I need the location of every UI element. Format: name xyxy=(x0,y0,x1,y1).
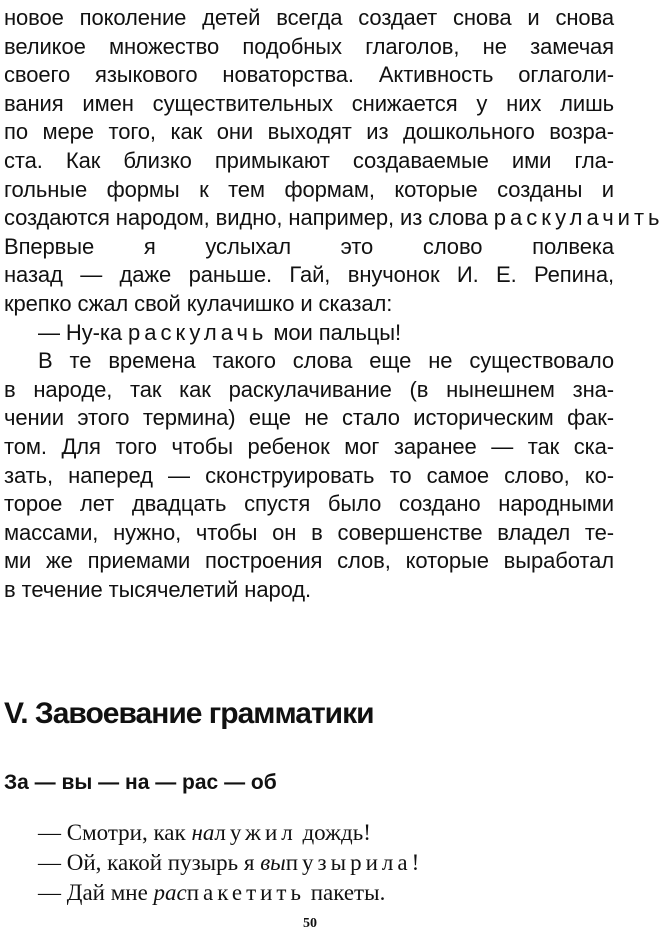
italic-prefix: вы xyxy=(260,850,286,875)
spaced-word: пакетить xyxy=(186,880,305,905)
text-line: великое множество подобных глаголов, не замечая xyxy=(4,33,614,59)
body-text xyxy=(4,4,664,604)
spaced-word: пузырила xyxy=(285,850,412,875)
text-line: чении этого термина) еще не стало историческим фак- xyxy=(4,405,614,431)
spaced-word: раскулачь xyxy=(128,319,268,345)
text-line: зать, наперед — сконструировать то самое слово, ко- xyxy=(4,462,614,488)
spaced-word: раскулачить xyxy=(493,205,664,231)
text-fragment: Ой, какой пузырь я xyxy=(66,850,255,875)
spaced-word: лужил xyxy=(214,820,297,845)
text-fragment: Смотри, как xyxy=(66,820,186,845)
dash: — xyxy=(38,880,61,905)
text-line xyxy=(4,319,614,348)
text-line: ми же приемами построения слов, которые выработал xyxy=(4,548,614,574)
text-line: своего языкового новаторства. Активность оглаголи- xyxy=(4,62,614,88)
section-heading: V. Завоевание грамматики xyxy=(4,697,374,730)
text-fragment: Впервые я услыхал это слово полвека xyxy=(4,233,614,259)
text-fragment: Дай мне xyxy=(66,880,148,905)
text-line: ста. Как близко примыкают создаваемые ими гла- xyxy=(4,147,614,173)
text-fragment: создаются народом, видно, например, из слова xyxy=(4,205,488,231)
dialog-block xyxy=(38,818,419,908)
dialog-line xyxy=(38,818,419,848)
dash: — xyxy=(38,850,61,875)
text-line: том. Для того чтобы ребенок мог заранее — так ска- xyxy=(4,433,614,459)
italic-prefix: рас xyxy=(153,880,187,905)
text-line: торое лет двадцать спустя было создано народными xyxy=(4,491,614,517)
text-line: в народе, так как раскулачивание (в нынешнем зна- xyxy=(4,376,614,402)
text-line: вания имен существительных снижается у них лишь xyxy=(4,90,614,116)
page-number: 50 xyxy=(303,916,317,931)
text-line: назад — даже раньше. Гай, внучонок И. Е. Репина, xyxy=(4,262,614,288)
text-fragment: ! xyxy=(411,850,420,875)
italic-prefix: на xyxy=(191,820,215,845)
dialog-line xyxy=(38,878,419,908)
dash: — xyxy=(38,820,61,845)
text-line: гольные формы к тем формам, которые созданы и xyxy=(4,176,614,202)
text-fragment: дождь! xyxy=(302,820,371,845)
text-fragment: — Ну-ка xyxy=(38,319,122,345)
text-line: крепко сжал свой кулачишко и сказал: xyxy=(4,290,393,316)
text-fragment: пакеты. xyxy=(310,880,386,905)
text-line xyxy=(4,204,664,233)
section-subheading: За — вы — на — рас — об xyxy=(4,771,277,794)
text-line: по мере того, как они выходят из дошкольного возра- xyxy=(4,119,614,145)
text-line: новое поколение детей всегда создает снова и снова xyxy=(4,5,614,30)
text-fragment: мои пальцы! xyxy=(273,319,402,345)
dialog-line xyxy=(38,848,419,878)
text-line: В те времена такого слова еще не существовало xyxy=(38,348,614,374)
text-line xyxy=(4,233,614,262)
text-line: массами, нужно, чтобы он в совершенстве владел те- xyxy=(4,519,614,545)
text-line: в течение тысячелетий народ. xyxy=(4,576,312,602)
